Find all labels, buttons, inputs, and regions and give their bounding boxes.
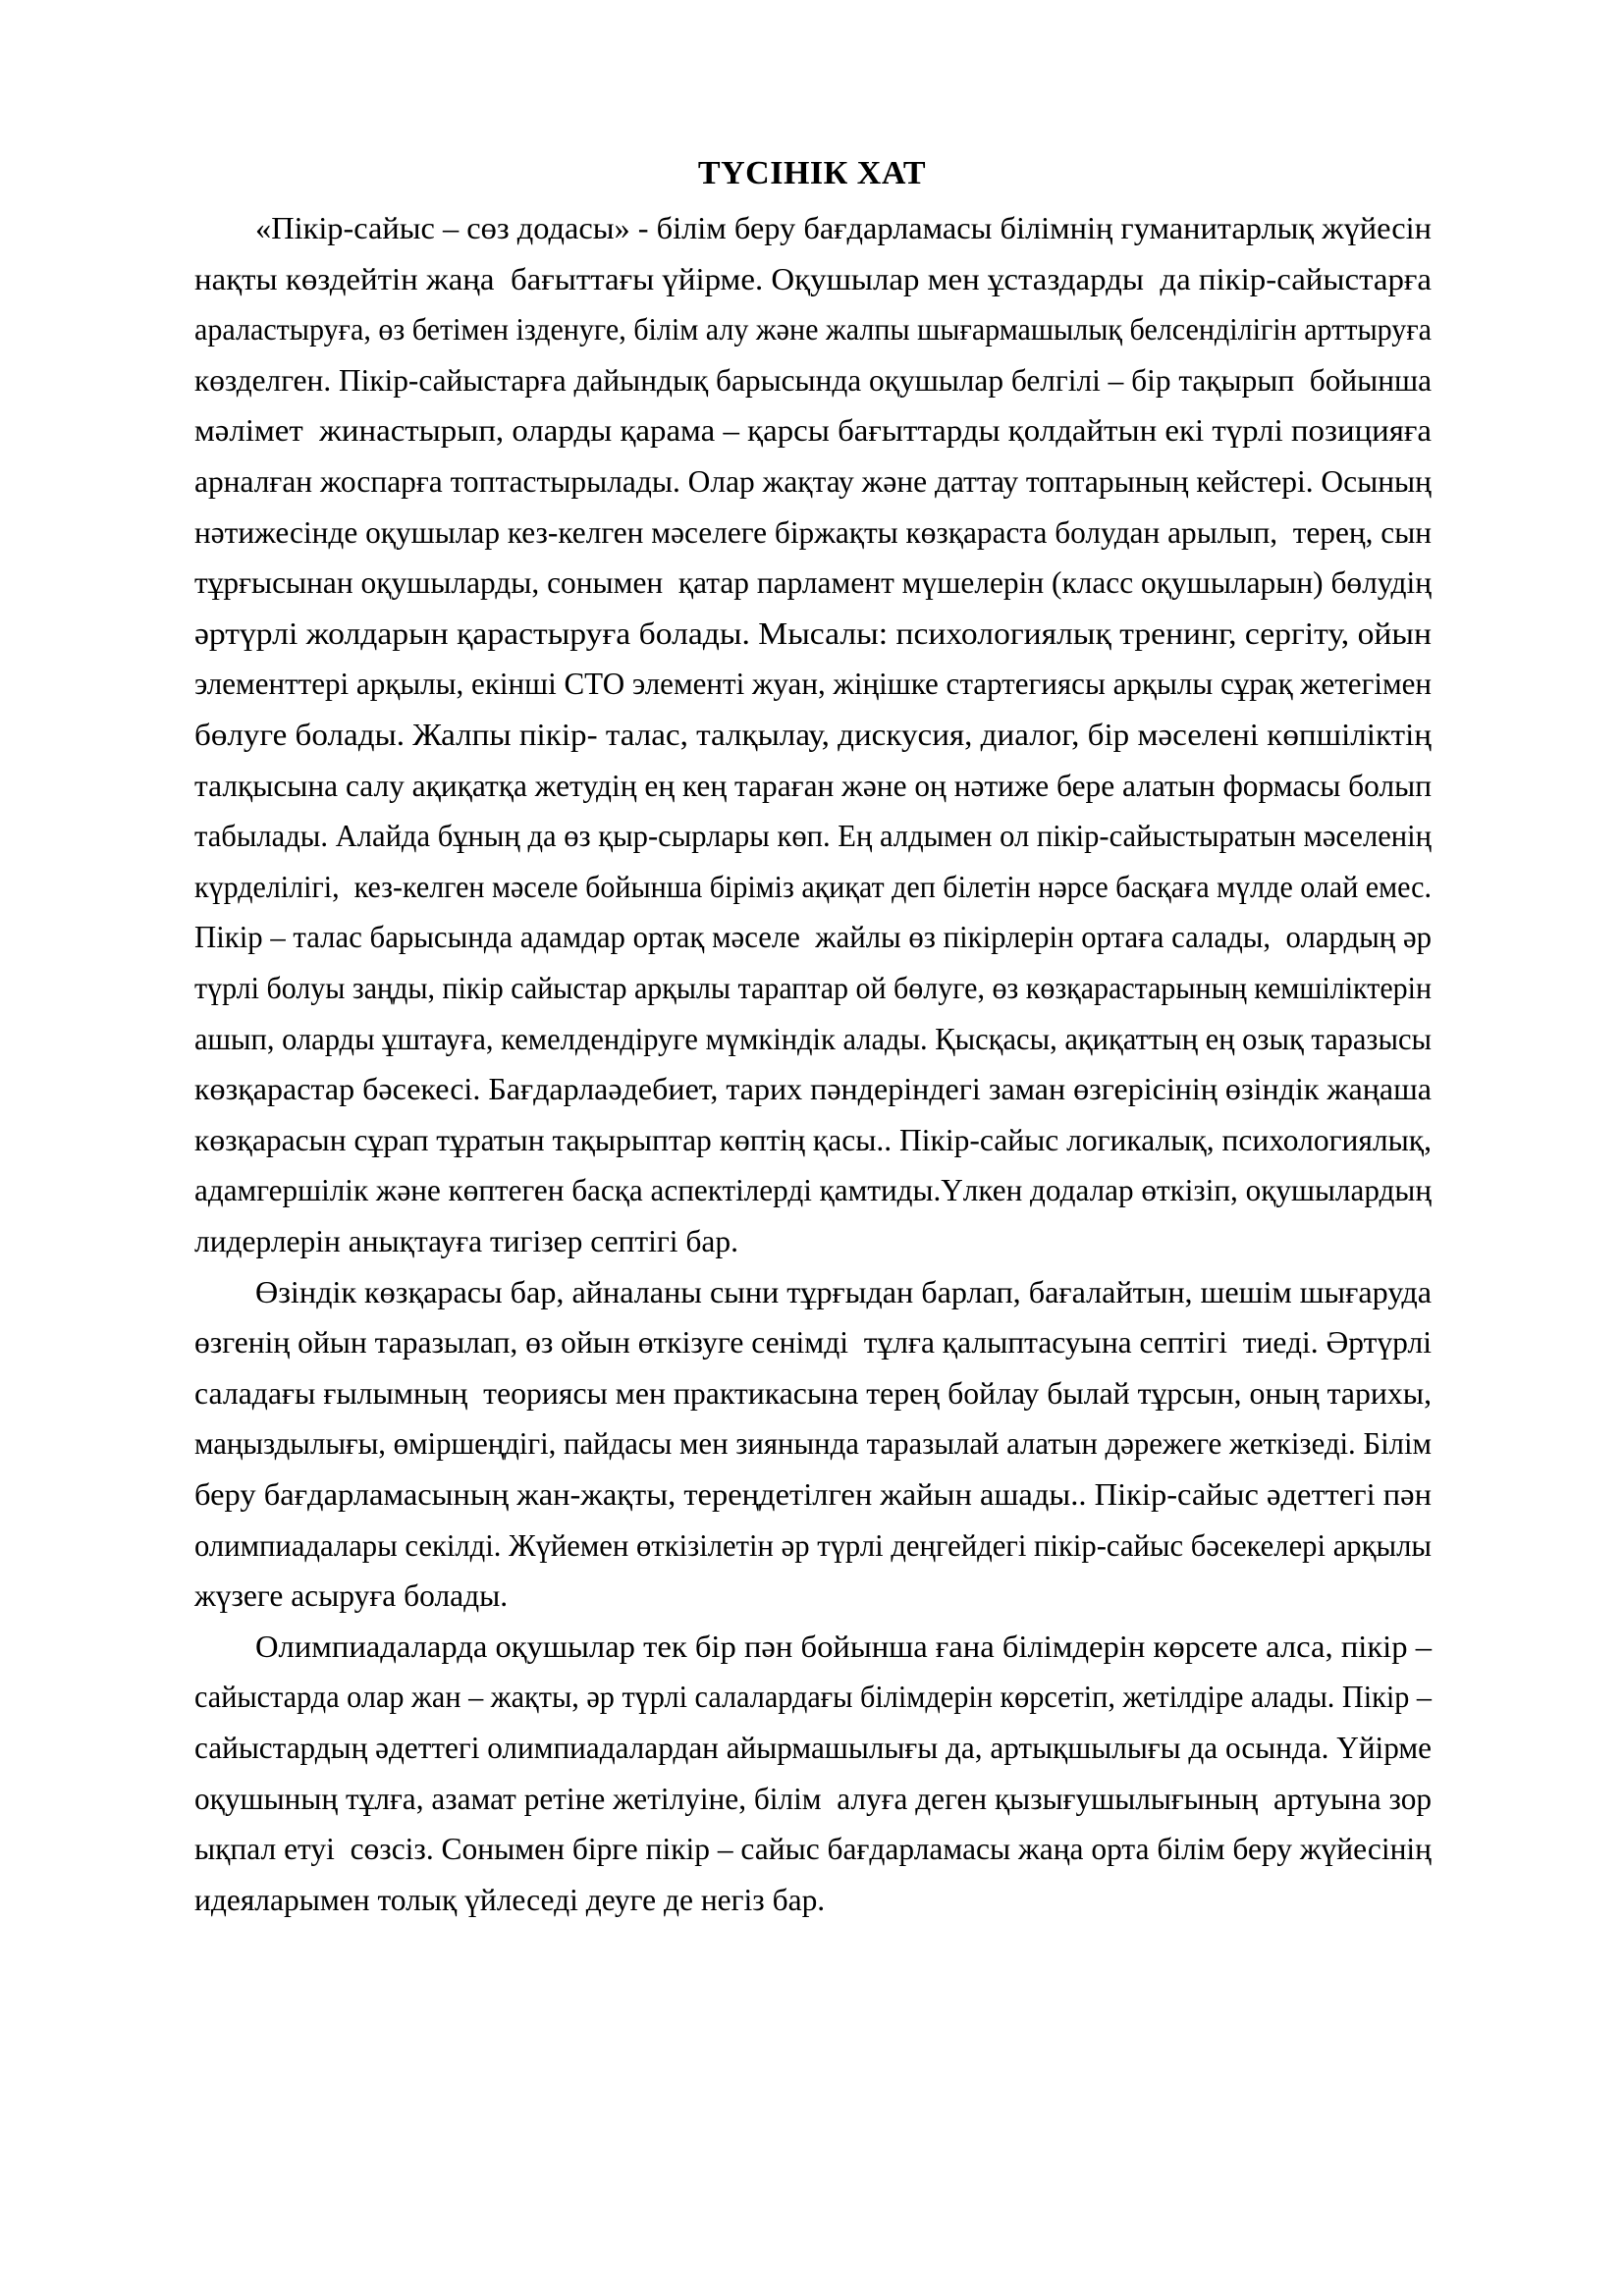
text-line: сайыстарда олар жан – жақты, әр түрлі салалардағы білімдерін көрсетіп, жетілдіре алады. Пікір – <box>194 1679 1432 1715</box>
text-line: бөлуге болады. Жалпы пікір- талас, талқылау, дискусия, диалог, бір мәселені көпшіліктің <box>194 717 1432 752</box>
text-line: элементтері арқылы, екінші СТО элементі жуан, жіңішке стартегиясы арқылы сұрақ жетегімен <box>194 666 1432 702</box>
text-line: беру бағдарламасының жан-жақты, тереңдетілген жайын ашады.. Пікір-сайыс әдеттегі пән <box>194 1476 1432 1512</box>
text-line: маңыздылығы, өміршеңдігі, пайдасы мен зиянында таразылай алатын дәрежеге жеткізеді. Білім <box>194 1425 1432 1462</box>
text-line: ықпал етуі сөзсіз. Сонымен бірге пікір – сайыс бағдарламасы жаңа орта білім беру жүйесінің <box>194 1831 1432 1867</box>
text-line: әртүрлі жолдарын қарастыруға болады. Мысалы: психологиялық тренинг, сергіту, ойын <box>194 614 1432 651</box>
text-line: тұрғысынан оқушыларды, сонымен қатар парламент мүшелерін (класс оқушыларын) бөлудің <box>194 564 1432 601</box>
text-line: Өзіндік көзқарасы бар, айналаны сыни тұрғыдан барлап, бағалайтын, шешім шығаруда <box>255 1273 1432 1309</box>
text-line: жүзеге асыруға болады. <box>194 1577 509 1614</box>
text-line: Пікір – талас барысында адамдар ортақ мәселе жайлы өз пікірлерін ортаға салады, олардың әр <box>194 919 1432 955</box>
text-line: арналған жоспарға топтастырылады. Олар жақтау және даттау топтарының кейстері. Осының <box>194 463 1432 499</box>
text-line: түрлі болуы заңды, пікір сайыстар арқылы тараптар ой бөлуге, өз көзқарастарының кемшіліктерін <box>194 970 1432 1005</box>
text-line: мәлімет жинастырып, оларды қарама – қарсы бағыттарды қолдайтын екі түрлі позицияға <box>194 412 1433 449</box>
text-line: Олимпиадаларда оқушылар тек бір пән бойынша ғана білімдерін көрсете алса, пікір – <box>255 1628 1432 1664</box>
text-line: оқушының тұлға, азамат ретіне жетілуіне, білім алуға деген қызығушылығының артуына зор <box>194 1780 1432 1816</box>
text-line: ашып, оларды ұштауға, кемелдендіруге мүмкіндік алады. Қысқасы, ақиқаттың ең озық таразысы <box>194 1020 1432 1056</box>
text-line: саладағы ғылымның теориясы мен практикасына терең бойлау былай тұрсын, оның тарихы, <box>194 1374 1432 1411</box>
document-title: ТҮСІНІК ХАТ <box>697 155 927 191</box>
text-line: талқысына салу ақиқатқа жетудің ең кең тараған және оң нәтиже бере алатын формасы болып <box>194 767 1432 803</box>
text-line: араластыруға, өз бетімен ізденуге, білім алу және жалпы шығармашылық белсенділігін арттыруға <box>194 311 1432 347</box>
text-line: өзгенің ойын таразылап, өз ойын өткізуге сенімді тұлға қалыптасуына септігі тиеді. Әртүрлі <box>194 1324 1432 1361</box>
text-line: сайыстардың әдеттегі олимпиадалардан айырмашылығы да, артықшылығы да осында. Үйірме <box>194 1730 1432 1765</box>
text-line: идеяларымен толық үйлеседі деуге де негіз бар. <box>194 1881 826 1917</box>
text-line: олимпиадалары секілді. Жүйемен өткізілетін әр түрлі деңгейдегі пікір-сайыс бәсекелері арқылы <box>194 1526 1432 1563</box>
text-line: табылады. Алайда бұның да өз қыр-сырлары көп. Ең алдымен ол пікір-сайыстыратын мәселенің <box>194 818 1432 854</box>
text-line: нақты көздейтін жаңа бағыттағы үйірме. Оқушылар мен ұстаздарды да пікір-сайыстарға <box>194 260 1432 296</box>
text-line: адамгершілік және көптеген басқа аспектілерді қамтиды.Үлкен додалар өткізіп, оқушылардың <box>194 1172 1432 1208</box>
text-line: көзқарастар бәсекесі. Бағдарлаәдебиет, тарих пәндеріндегі заман өзгерісінің өзіндік жаңаша <box>194 1071 1432 1107</box>
text-line: нәтижесінде оқушылар кез-келген мәселеге біржақты көзқараста болудан арылып, терең, сын <box>194 513 1432 550</box>
text-line: лидерлерін анықтауға тигізер септігі бар. <box>194 1223 738 1258</box>
text-line: көзқарасын сұрап тұратын тақырыптар көптің қасы.. Пікір-сайыс логикалық, психологиялық, <box>194 1121 1432 1157</box>
text-line: күрделілігі, кез-келген мәселе бойынша біріміз ақиқат деп білетін нәрсе басқаға мүлде олай емес. <box>194 868 1432 904</box>
text-line: көзделген. Пікір-сайыстарға дайындық барысында оқушылар белгілі – бір тақырып бойынша <box>194 361 1432 398</box>
text-line: «Пікір-сайыс – сөз додасы» - білім беру бағдарламасы білімнің гуманитарлық жүйесін <box>255 210 1432 245</box>
